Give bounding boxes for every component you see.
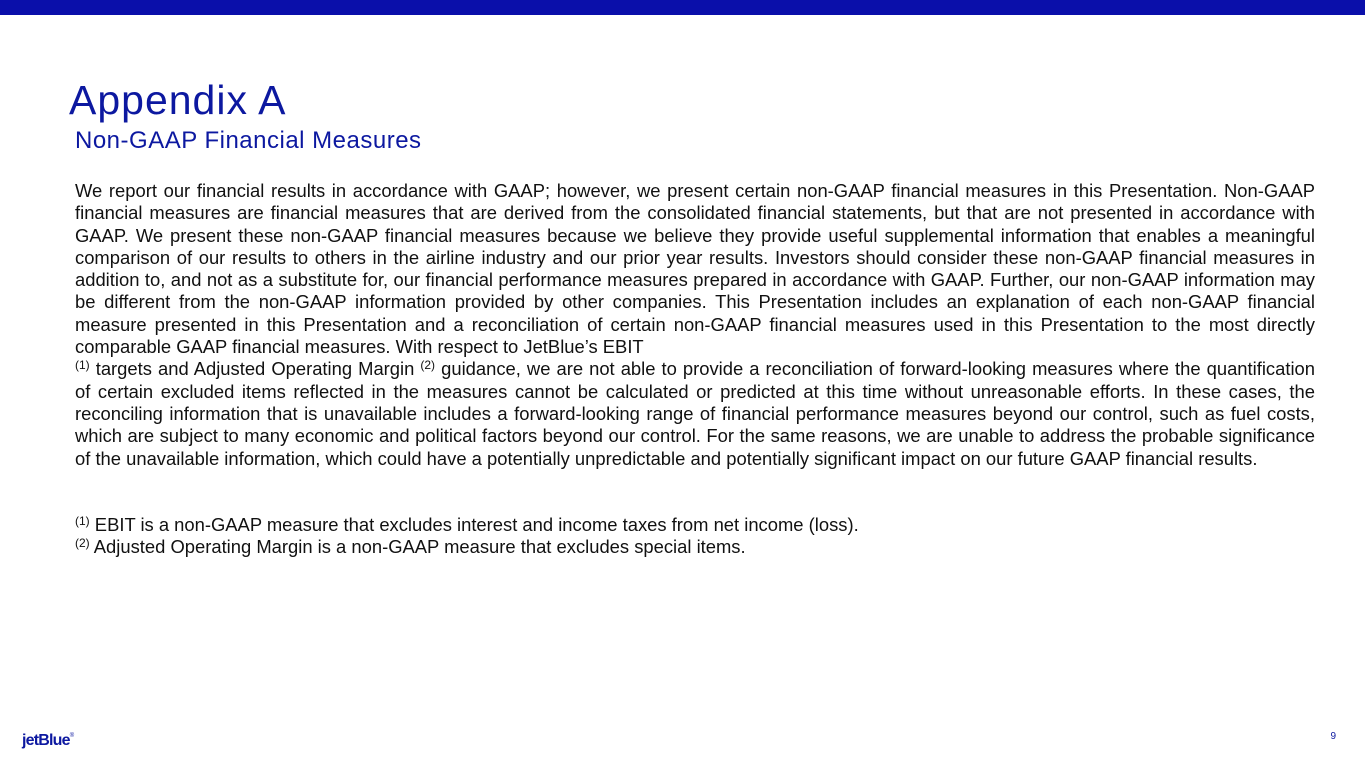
footnotes [75,514,1315,559]
footnote-1-marker: (1) [75,514,90,528]
footnote-2 [75,536,1315,558]
jetblue-logo [22,726,74,751]
logo-wordmark: jetBlue [22,732,70,749]
body-text-part-3: guidance, we are not able to provide a reconciliation of forward-looking measures where the quantification of certain excluded items reflected in the measures cannot be calculated or predicted at this time without unreasonable efforts. In these cases, the reconciling information that is unavailable includes a forward-looking range of financial performance measures beyond our control, such as fuel costs, which are subject to many economic and political factors beyond our control. For the same reasons, we are unable to address the probable significance of the unavailable information, which could have a potentially unpredictable and potentially significant impact on our future GAAP financial results. [75,358,1315,469]
page-subtitle: Non-GAAP Financial Measures [75,127,422,154]
footnote-2-marker: (2) [75,536,90,551]
body-text-part-1: We report our financial results in accordance with GAAP; however, we present certain non-GAAP financial measures in this Presentation. Non-GAAP financial measures are financial measures that are derived from the consolidated financial statements, but that are not presented in accordance with GAAP. We present these non-GAAP financial measures because we believe they provide useful supplemental information that enables a meaningful comparison of our results to others in the airline industry and our prior year results. Investors should consider these non-GAAP financial measures in addition to, and not as a substitute for, our financial performance measures prepared in accordance with GAAP. Further, our non-GAAP information may be different from the non-GAAP information provided by other companies. This Presentation includes an explanation of each non-GAAP financial measure presented in this Presentation and a reconciliation of certain non-GAAP financial measures used in this Presentation to the most directly comparable GAAP financial measures. With respect to JetBlue’s EBIT [75,180,1315,358]
footnote-marker-1: (1) [75,358,90,373]
footnote-1-text: EBIT is a non-GAAP measure that excludes interest and income taxes from net income (loss). [94,514,859,535]
footnote-1 [75,514,1315,536]
page-number: 9 [1330,731,1336,742]
body-text-part-2: targets and Adjusted Operating Margin [89,358,421,380]
top-brand-bar [0,0,1365,15]
footnote-marker-2: (2) [420,358,436,373]
body-paragraph [75,180,1315,470]
footnote-2-text: Adjusted Operating Margin is a non-GAAP measure that excludes special items. [93,536,746,558]
logo-trademark: ® [69,733,75,739]
page-title: Appendix A [69,77,287,123]
